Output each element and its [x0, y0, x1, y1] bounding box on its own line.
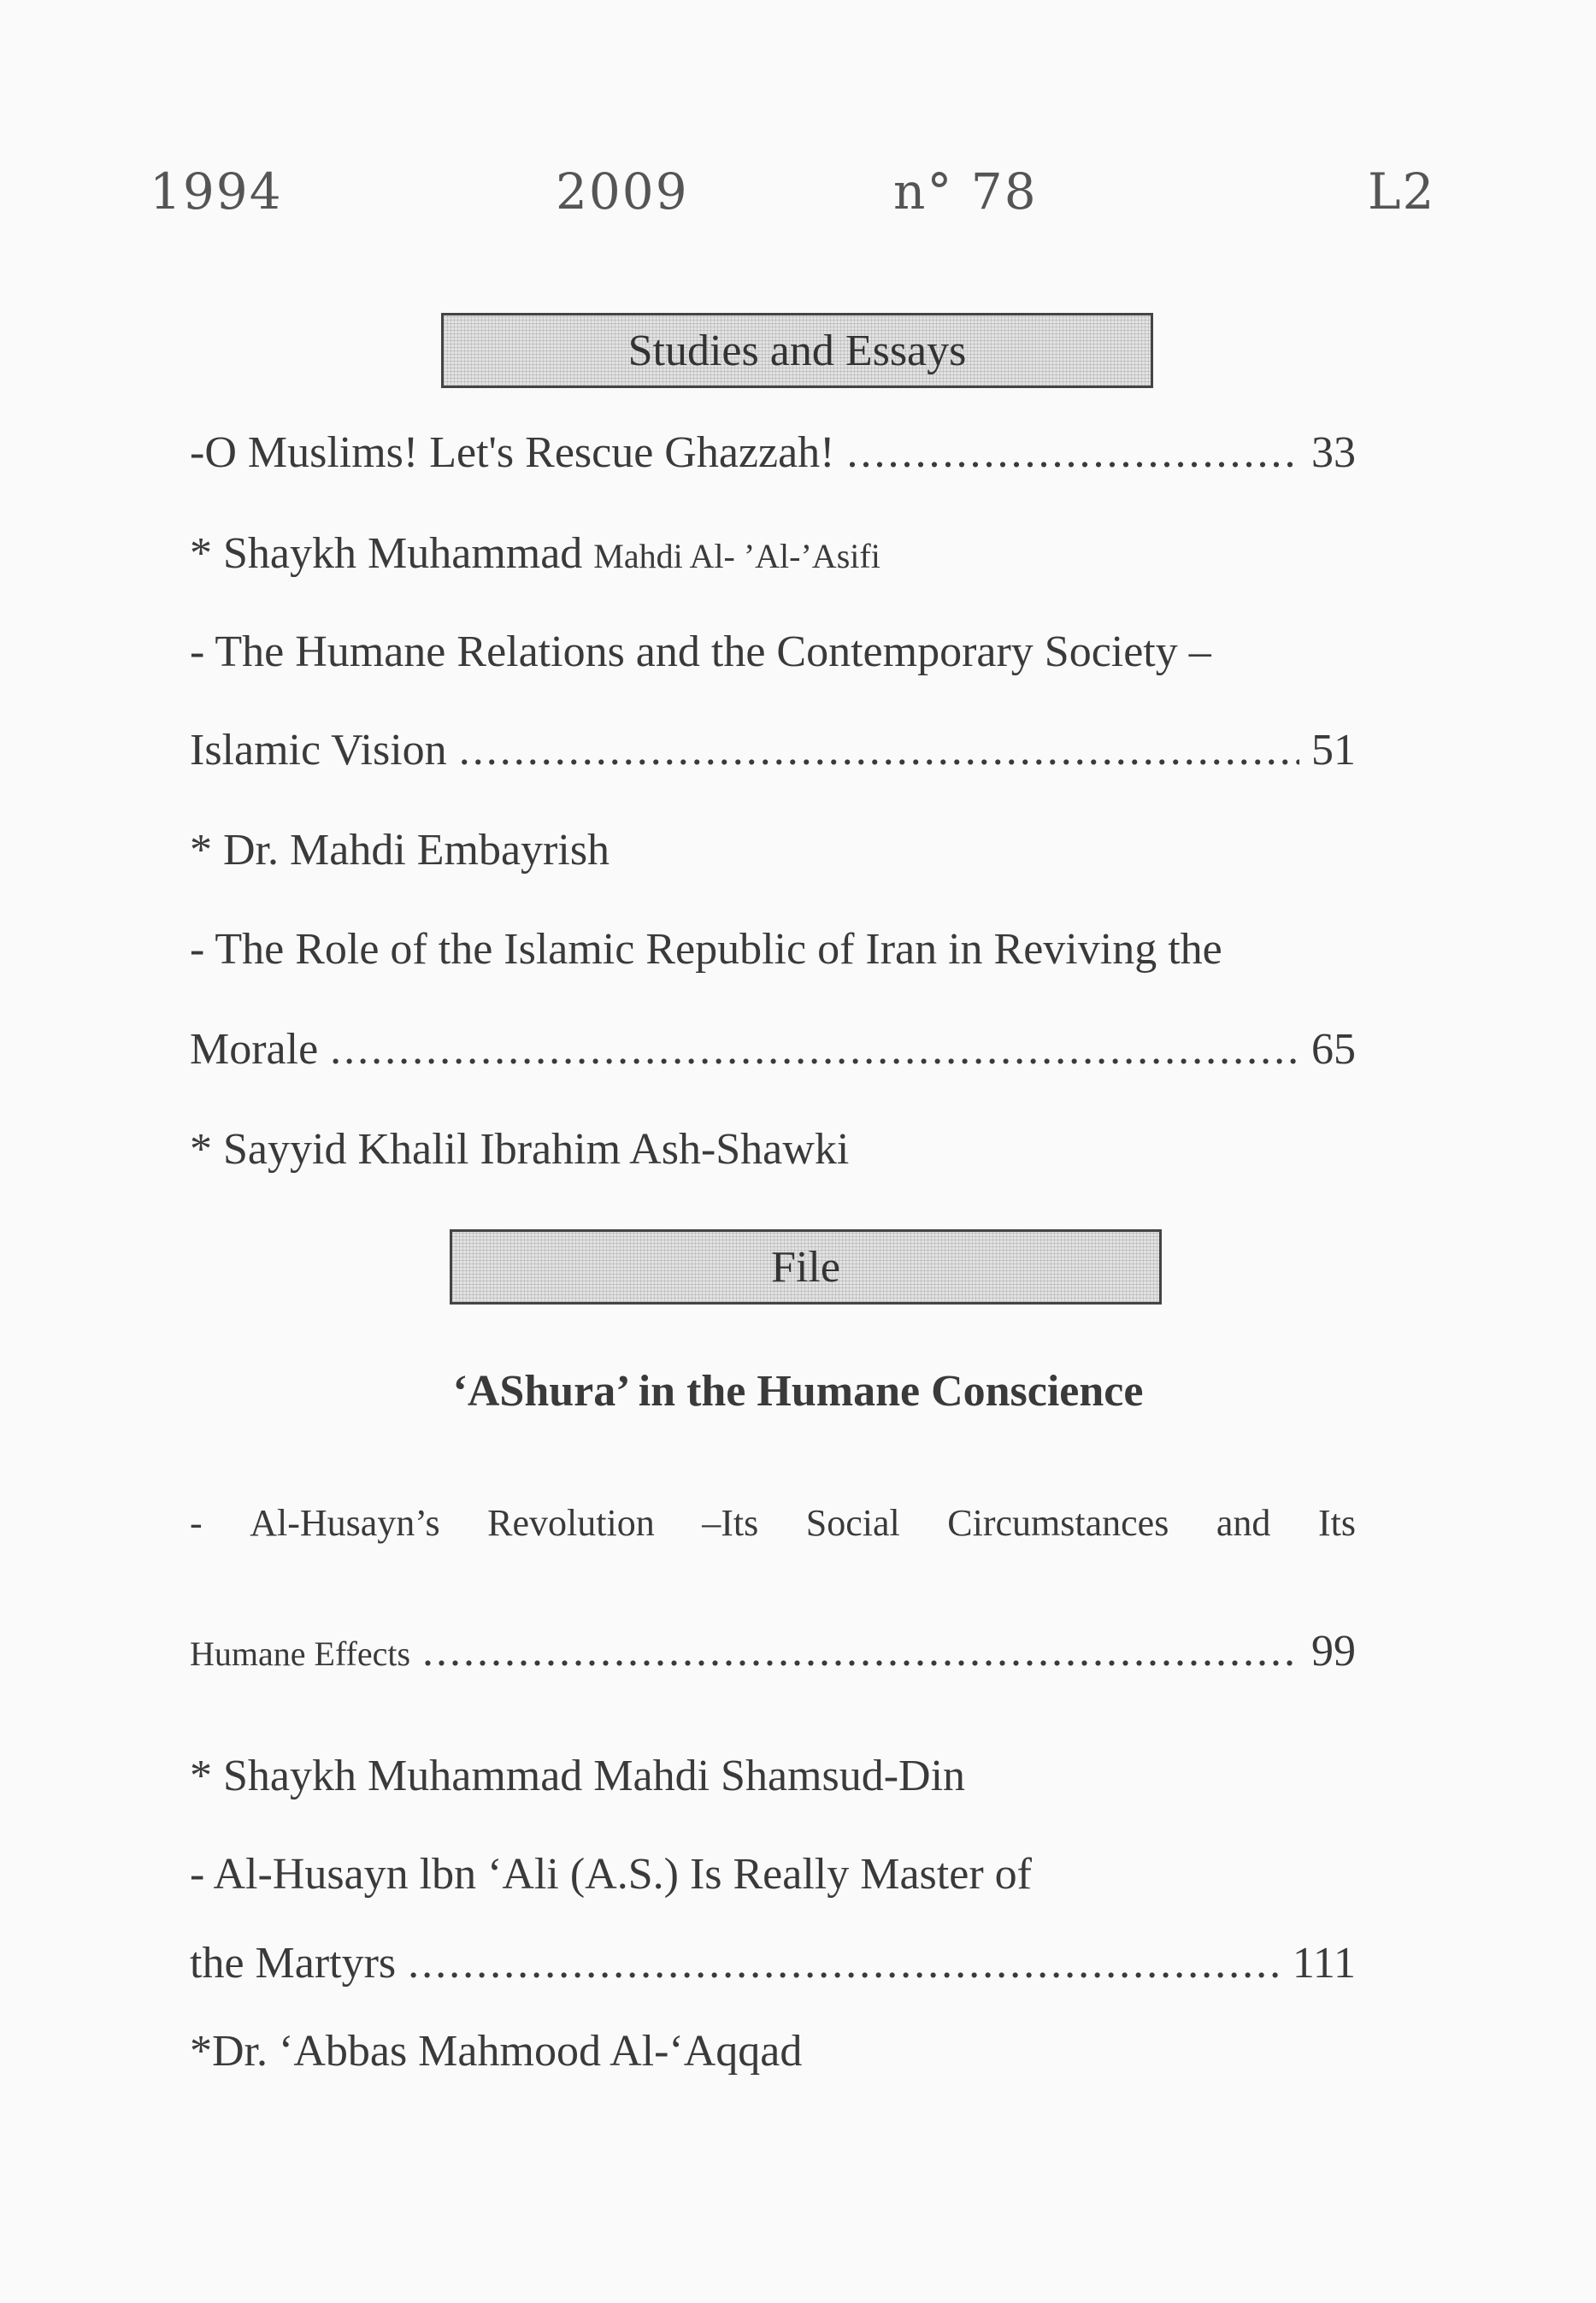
page-number: 99: [1311, 1627, 1356, 1676]
dot-leader: [846, 427, 1299, 479]
dot-leader: [330, 1024, 1299, 1075]
entry-author: * Dr. Mahdi Embayrish: [190, 826, 610, 875]
page-number: 33: [1311, 428, 1356, 477]
toc-entry: [190, 427, 1356, 479]
entry-title-line: - Al-Husayn lbn ‘Ali (A.S.) Is Really Master of: [190, 1850, 1032, 1899]
entry-title: Morale: [190, 1025, 319, 1074]
entry-author: * Shaykh Muhammad Mahdi Shamsud-Din: [190, 1752, 966, 1800]
page-number: 51: [1311, 726, 1356, 775]
dot-leader: [459, 725, 1299, 776]
title-word: and: [1216, 1502, 1271, 1544]
page-number: 111: [1292, 1939, 1356, 1988]
page-number: 65: [1311, 1025, 1356, 1074]
section-header-file: [450, 1229, 1162, 1305]
author-name-small: Mahdi Al- ’Al-’Asifi: [593, 537, 880, 575]
entry-author: *Dr. ‘Abbas Mahmood Al-‘Aqqad: [190, 2027, 803, 2076]
file-heading: ‘AShura’ in the Humane Conscience: [452, 1367, 1144, 1416]
toc-entry: [190, 725, 1356, 776]
section-title: File: [771, 1242, 840, 1292]
title-word: -: [190, 1502, 203, 1544]
entry-title: the Martyrs: [190, 1939, 397, 1988]
entry-author: [190, 528, 1356, 582]
section-header-studies: [441, 313, 1153, 388]
entry-title-line: [190, 1498, 1356, 1549]
dot-leader: [422, 1626, 1299, 1677]
toc-entry: [190, 1024, 1356, 1075]
dot-leader: [408, 1938, 1281, 1989]
handwritten-note-year-2: 2009: [556, 162, 689, 221]
title-word: –Its: [702, 1502, 759, 1544]
entry-author: * Sayyid Khalil Ibrahim Ash-Shawki: [190, 1125, 850, 1174]
toc-entry: [190, 1938, 1356, 1989]
entry-title: Humane Effects: [190, 1634, 411, 1673]
entry-title: -O Muslims! Let's Rescue Ghazzah!: [190, 428, 835, 477]
entry-title-line: - The Role of the Islamic Republic of Iran in Reviving the: [190, 925, 1222, 974]
title-word: Al-Husayn’s: [250, 1502, 440, 1544]
toc-entry: [190, 1626, 1356, 1680]
handwritten-note-issue: n° 78: [893, 162, 1038, 221]
entry-title-line: - The Humane Relations and the Contemporary Society –: [190, 627, 1211, 676]
title-word: Revolution: [487, 1502, 655, 1544]
entry-title: Islamic Vision: [190, 726, 447, 775]
author-name: * Shaykh Muhammad: [190, 529, 583, 578]
section-title: Studies and Essays: [627, 326, 967, 375]
title-word: Its: [1317, 1502, 1356, 1544]
handwritten-note-year-1: 1994: [150, 162, 283, 221]
title-word: Social: [805, 1502, 900, 1544]
title-word: Circumstances: [947, 1502, 1169, 1544]
handwritten-note-code: L2: [1368, 162, 1436, 221]
